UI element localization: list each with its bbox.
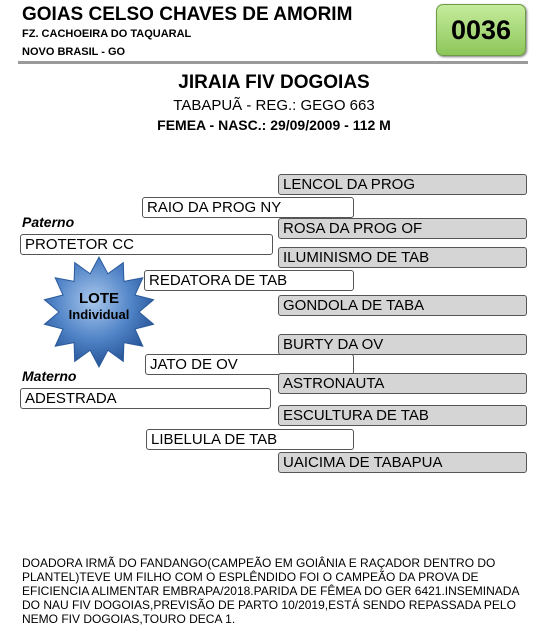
ggp-3-box: ILUMINISMO DE TAB	[278, 247, 527, 268]
ggp-6-box: ASTRONAUTA	[278, 373, 527, 394]
materno-label: Materno	[22, 368, 77, 384]
lot-number-badge: 0036	[436, 4, 526, 56]
dam-dam-box: LIBELULA DE TAB	[146, 429, 354, 450]
animal-name: JIRAIA FIV DOGOIAS	[178, 72, 370, 93]
lote-label: LOTE	[79, 290, 119, 307]
ggp-7-box: ESCULTURA DE TAB	[278, 405, 527, 426]
ggp-8-box: UAICIMA DE TABAPUA	[278, 452, 527, 473]
dam-sire-box: JATO DE OV	[145, 354, 354, 375]
animal-registration: TABAPUÃ - REG.: GEGO 663	[173, 97, 375, 114]
lote-badge-text	[40, 290, 158, 322]
paterno-label: Paterno	[22, 214, 75, 230]
header-divider	[18, 61, 528, 64]
sire-dam-box: REDATORA DE TAB	[144, 270, 354, 291]
dam-box: ADESTRADA	[20, 388, 271, 409]
individual-label: Individual	[68, 307, 130, 322]
farm-name: FZ. CACHOEIRA DO TAQUARAL	[22, 28, 192, 40]
animal-birth: FEMEA - NASC.: 29/09/2009 - 112 M	[157, 117, 391, 133]
owner-name: GOIAS CELSO CHAVES DE AMORIM	[22, 4, 353, 25]
ggp-5-box: BURTY DA OV	[278, 334, 527, 355]
ggp-1-box: LENCOL DA PROG	[278, 174, 527, 195]
ggp-4-box: GONDOLA DE TABA	[278, 295, 527, 316]
city-name: NOVO BRASIL - GO	[22, 46, 126, 58]
sire-sire-box: RAIO DA PROG NY	[142, 197, 354, 218]
description-text: DOADORA IRMÃ DO FANDANGO(CAMPEÃO EM GOIÂNIA E RAÇADOR DENTRO DO PLANTEL)TEVE UM FILHO COM O ESPLÊNDIDO FOI O CAMPEÃO DA PROVA DE EFICIENCIA ALIMENTAR EMBRAPA/2018.PARIDA DE FÊMEA DO GER 6421.INSEMINADA DO NAU FIV DOGOIAS,PREVISÃO DE PARTO 10/2019,ESTÁ SENDO REPASSADA PELO NEMO FIV DOGOIAS,TOURO DECA 1.	[22, 556, 519, 626]
ggp-2-box: ROSA DA PROG OF	[278, 218, 527, 239]
sire-box: PROTETOR CC	[20, 234, 273, 255]
